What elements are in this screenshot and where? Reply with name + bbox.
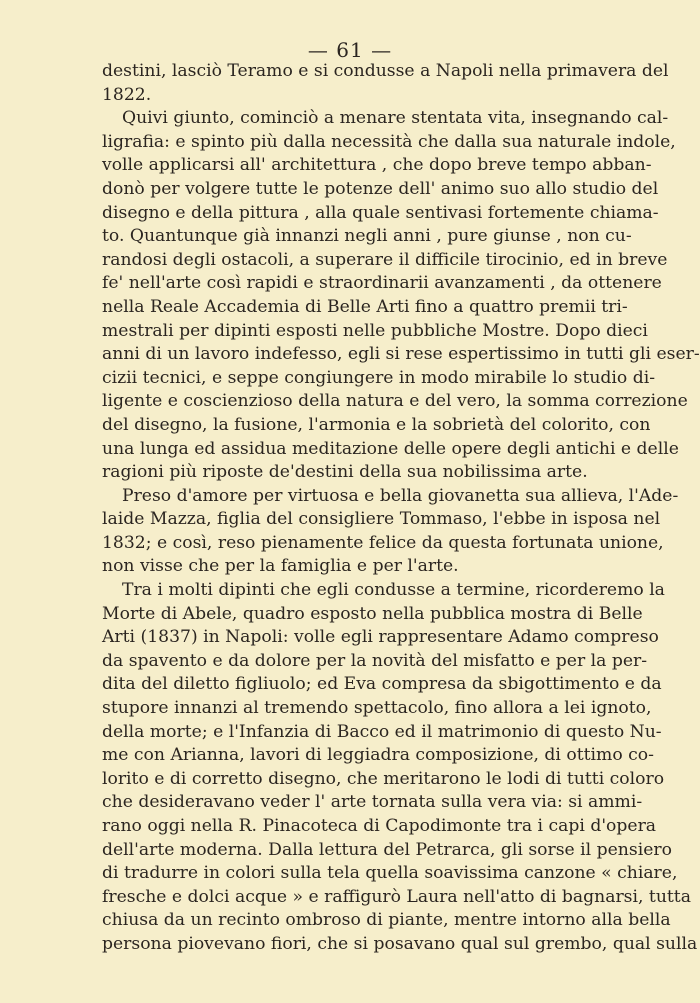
- text-line: fresche e dolci acque » e raffigurò Laura nell'atto di bagnarsi, tutta: [102, 886, 691, 907]
- text-line: che desideravano veder l' arte tornata sulla vera via: si ammi-: [102, 792, 643, 813]
- text-line: 1832; e così, reso pienamente felice da questa fortunata unione,: [102, 532, 664, 553]
- text-line: me con Arianna, lavori di leggiadra composizione, di ottimo co-: [102, 745, 654, 766]
- text-line: della morte; e l'Infanzia di Bacco ed il matrimonio di questo Nu-: [102, 721, 662, 742]
- text-line: disegno e della pittura , alla quale sentivasi fortemente chiama-: [102, 202, 659, 223]
- text-line: Morte di Abele, quadro esposto nella pubblica mostra di Belle: [102, 603, 643, 624]
- text-line: volle applicarsi all' architettura , che dopo breve tempo abban-: [102, 155, 652, 176]
- text-line: non visse che per la famiglia e per l'arte.: [102, 556, 459, 577]
- text-line: mestrali per dipinti esposti nelle pubbliche Mostre. Dopo dieci: [102, 320, 648, 341]
- text-line: di tradurre in colori sulla tela quella soavissima canzone « chiare,: [102, 863, 678, 884]
- text-line: da spavento e da dolore per la novità del misfatto e per la per-: [102, 650, 648, 671]
- text-line: Preso d'amore per virtuosa e bella giovanetta sua allieva, l'Ade-: [122, 485, 679, 506]
- text-line: rano oggi nella R. Pinacoteca di Capodimonte tra i capi d'opera: [102, 816, 657, 836]
- page-number: — 61 —: [307, 38, 393, 62]
- text-line: donò per volgere tutte le potenze dell' animo suo allo studio del: [102, 178, 659, 199]
- text-line: del disegno, la fusione, l'armonia e la sobrietà del colorito, con: [102, 414, 651, 435]
- text-line: persona piovevano fiori, che si posavano qual sul grembo, qual sulla: [102, 933, 698, 954]
- text-line: randosi degli ostacoli, a superare il difficile tirocinio, ed in breve: [102, 249, 668, 270]
- text-line: ragioni più riposte de'destini della sua nobilissima arte.: [102, 462, 588, 483]
- body-text: [102, 60, 700, 957]
- text-line: nella Reale Accademia di Belle Arti fino a quattro premii tri-: [102, 296, 628, 317]
- text-line: cizii tecnici, e seppe congiungere in modo mirabile lo studio di-: [102, 367, 656, 388]
- text-line: anni di un lavoro indefesso, egli si rese espertissimo in tutti gli eser-: [102, 344, 700, 365]
- text-line: Tra i molti dipinti che egli condusse a termine, ricorderemo la: [122, 580, 665, 601]
- text-line: Arti (1837) in Napoli: volle egli rappresentare Adamo compreso: [102, 627, 659, 648]
- text-line: fe' nell'arte così rapidi e straordinarii avanzamenti , da ottenere: [102, 273, 662, 294]
- text-line: chiusa da un recinto ombroso di piante, mentre intorno alla bella: [102, 910, 671, 931]
- text-line: stupore innanzi al tremendo spettacolo, fino allora a lei ignoto,: [102, 698, 652, 719]
- text-line: to. Quantunque già innanzi negli anni , pure giunse , non cu-: [102, 226, 632, 247]
- text-line: ligente e coscienzioso della natura e del vero, la somma correzione: [102, 391, 688, 412]
- text-line: destini, lasciò Teramo e si condusse a Napoli nella primavera del: [102, 61, 669, 81]
- text-line: una lunga ed assidua meditazione delle opere degli antichi e delle: [102, 438, 679, 459]
- text-line: dita del diletto figliuolo; ed Eva compresa da sbigottimento e da: [102, 674, 662, 695]
- text-line: Quivi giunto, cominciò a menare stentata vita, insegnando cal-: [122, 108, 669, 129]
- text-line: ligrafia: e spinto più dalla necessità che dalla sua naturale indole,: [102, 131, 676, 152]
- text-line: dell'arte moderna. Dalla lettura del Petrarca, gli sorse il pensiero: [102, 839, 672, 860]
- text-line: lorito e di corretto disegno, che meritarono le lodi di tutti coloro: [102, 768, 665, 789]
- text-line: laide Mazza, figlia del consigliere Tommaso, l'ebbe in isposa nel: [102, 509, 661, 530]
- text-line: 1822.: [102, 84, 152, 105]
